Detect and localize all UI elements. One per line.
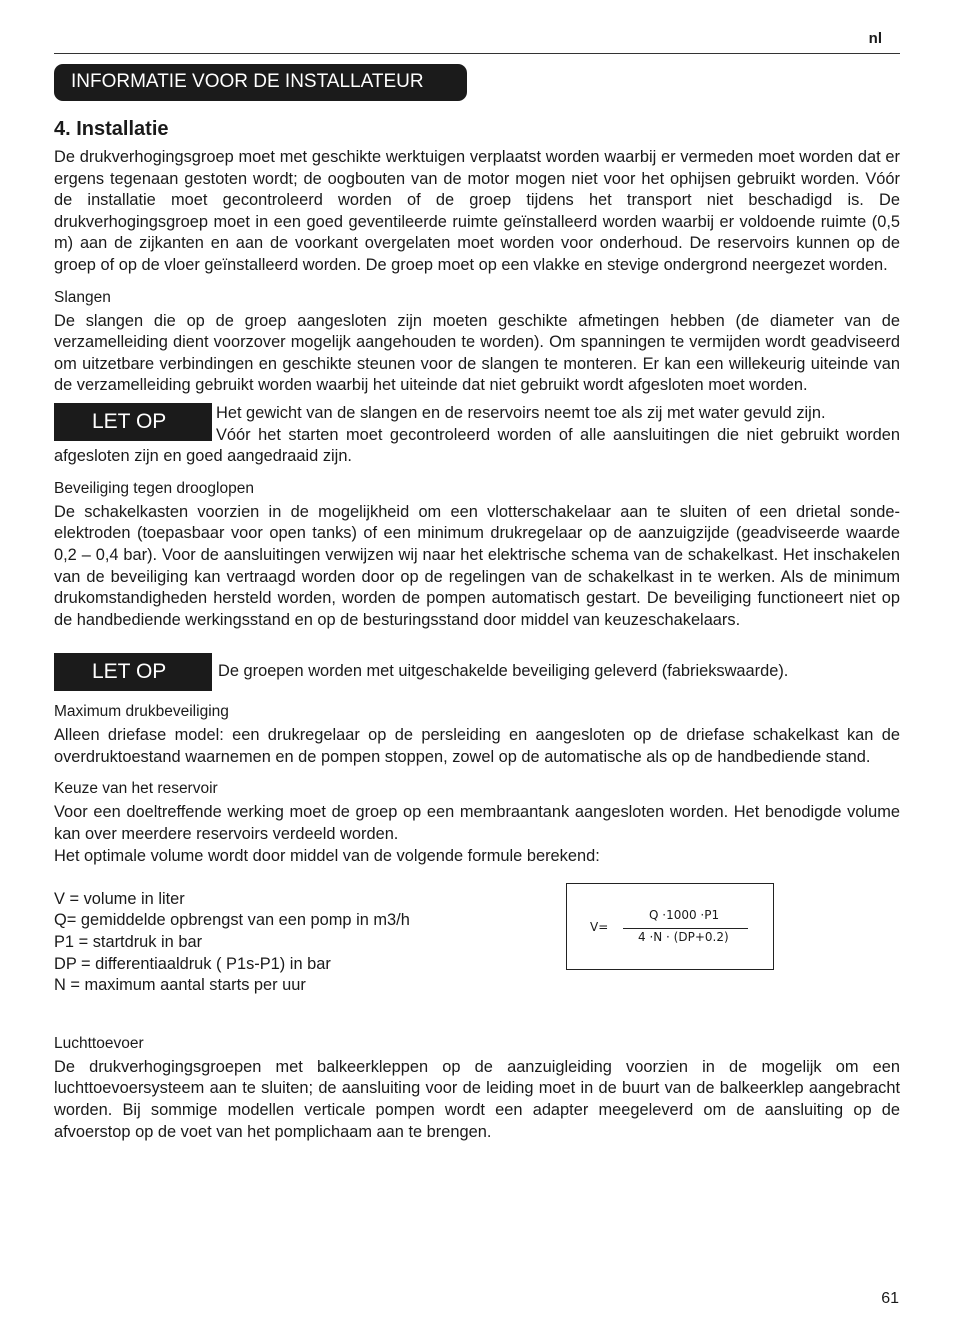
slangen-paragraph: De slangen die op de groep aangesloten zijn moeten geschikte afmetingen hebben (de diameter van de verzamelleiding dient voorzover mogelijk aangehouden te worden). Om spanningen te vermijden wordt geadviseerd om uitzetbare verbindingen en geschikte steunen voor de slangen te monteren. Er kan een willekeurig uiteinde van de verzamelleiding gebruikt worden waarbij het uiteinde dat niet gebruikt wordt afgesloten moet worden.	[54, 311, 900, 395]
fraction-bar	[623, 928, 748, 929]
warning-text: De groepen worden met uitgeschakelde beveiliging geleverd (fabriekswaarde).	[218, 662, 789, 681]
variable-item: P1 = startdruk in bar	[54, 933, 203, 952]
intro-paragraph: De drukverhogingsgroep moet met geschikte werktuigen verplaatst worden waarbij er vermeden moet worden dat er ergens tegenaan gestoten wordt; de oogbouten van de motor mogen niet voor het ophijsen gebruikt worden. Vóór de installatie moet gecontroleerd worden of de groep tijdens het transport niet beschadigd is. De drukverhogingsgroep moet in een goed geventileerde ruimte geïnstalleerd worden waarbij er voldoende ruimte (0,5 m) aan de zijkanten en aan de voorkant overgelaten moet worden voor onderhoud. De reservoirs kunnen op de groep of op de vloer geïnstalleerd worden. De groep moet op een vlakke en stevige ondergrond neergezet worden.	[54, 148, 900, 274]
luchttoevoer-paragraph: De drukverhogingsgroepen met balkeerkleppen op de aanzuigleiding voorzien in de mogelijk om een luchttoevoersysteem aan te sluiten; de aansluiting voor de leiding moet in de buurt van de balkeerklep aangebracht worden. Bij sommige modellen verticale pompen wordt een adapter meegeleverd om de aansluiting op de afvoerstop op de voet van het pomplichaam aan te brengen.	[54, 1057, 900, 1141]
section-badge: INFORMATIE VOOR DE INSTALLATEUR	[54, 64, 467, 101]
warning-text: Het gewicht van de slangen en de reservoirs neemt toe als zij met water gevuld zijn.	[216, 403, 826, 422]
variable-item: V = volume in liter	[54, 889, 185, 908]
formula-section	[54, 889, 900, 1029]
maximum-text: een drukregelaar op de persleiding en aangesloten op de driefase schakelkast kan de overdruktoestand waarnemen en de pompen stoppen, zowel op de automatische als op de handbediende stand.	[54, 726, 900, 766]
chapter-title: 4. Installatie	[54, 118, 169, 140]
language-code: nl	[868, 30, 882, 47]
page-content	[54, 118, 900, 1143]
warning-block-2	[54, 653, 900, 691]
warning-text: Vóór het starten moet gecontroleerd worden of alle aansluitingen die niet gebruikt worden afgesloten zijn en goed aangedraaid zijn.	[54, 425, 900, 466]
variable-item: DP = differentiaaldruk ( P1s-P1) in bar	[54, 954, 331, 973]
warning-label: LET OP	[54, 403, 212, 441]
formula-numerator: Q ·1000 ·P1	[649, 907, 720, 922]
maximum-paragraph	[54, 725, 900, 768]
beveiliging-paragraph: De schakelkasten voorzien in de mogelijkheid om een vlotterschakelaar aan te sluiten of een drietal sonde-elektroden (toepasbaar voor open tanks) of een minimum drukregelaar op de aanzuigzijde (geadviseerde waarde 0,2 – 0,4 bar). Voor de aansluitingen verwijzen wij naar het elektrische schema van de schakelkast. Het inschakelen van de beveiliging kan vertraagd worden door op de regelingen van de schakelkast in te werken. Als de minimum drukomstandigheden hersteld worden, worden de pompen automatisch gestart. De beveiliging functioneert niet op de handbediende werkingsstand en op de besturingsstand door middel van keuzeschakelaars.	[54, 502, 900, 629]
maximum-lead: Alleen driefase model:	[54, 726, 224, 745]
header-rule	[54, 53, 900, 54]
reservoir-formula-intro: Het optimale volume wordt door middel van de volgende formule berekend:	[54, 846, 600, 865]
variable-item: Q= gemiddelde opbrengst van een pomp in m3/h	[54, 911, 410, 930]
slangen-heading: Slangen	[54, 288, 111, 306]
warning-label: LET OP	[54, 653, 212, 691]
page-number: 61	[881, 1290, 899, 1307]
maximum-heading: Maximum drukbeveiliging	[54, 703, 229, 721]
reservoir-paragraph: Voor een doeltreffende werking moet de groep op een membraantank aangesloten worden. Het benodigde volume kan over meerdere reservoirs verdeeld worden.	[54, 803, 900, 844]
formula-box	[566, 883, 774, 970]
luchttoevoer-heading: Luchttoevoer	[54, 1034, 144, 1052]
variable-item: N = maximum aantal starts per uur	[54, 976, 306, 995]
reservoir-heading: Keuze van het reservoir	[54, 780, 218, 798]
beveiliging-heading: Beveiliging tegen drooglopen	[54, 479, 254, 497]
formula-lhs: V=	[590, 919, 609, 934]
formula-denominator: 4 ·N · (DP+0.2)	[638, 929, 729, 944]
warning-block-1	[54, 403, 900, 468]
